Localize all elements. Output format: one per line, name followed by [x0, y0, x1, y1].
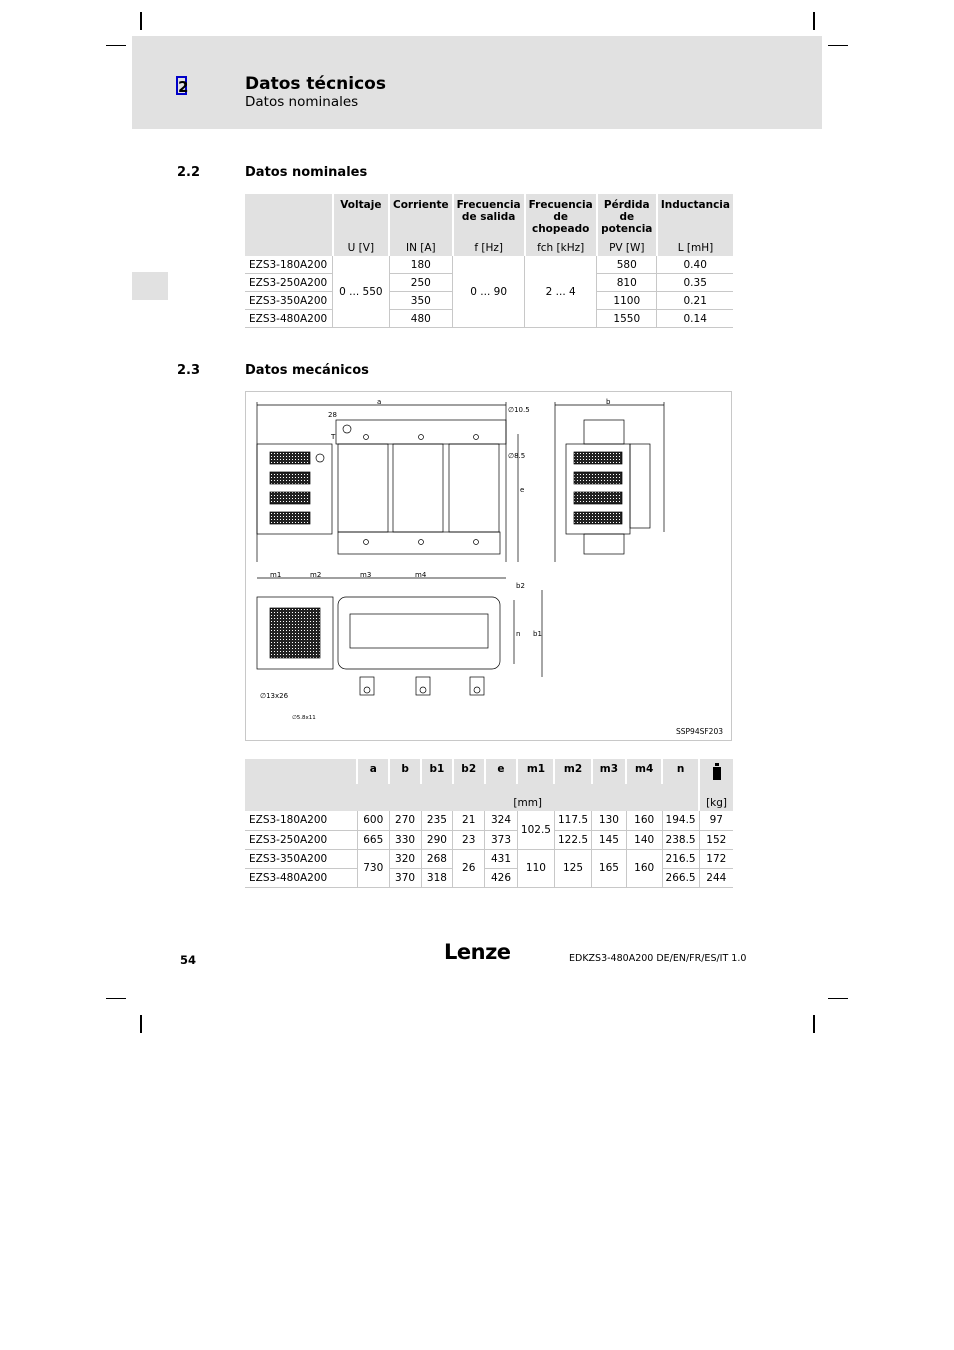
header-band [132, 36, 822, 129]
header-cell: Frecuencia de salida [453, 194, 525, 239]
current-cell: 480 [389, 310, 453, 328]
b-cell: 330 [389, 830, 421, 849]
inductance-cell: 0.40 [657, 256, 733, 274]
header-cell: a [357, 759, 389, 784]
table-row [245, 830, 733, 849]
dim-label: b1 [533, 630, 542, 638]
dim-label: e [520, 486, 525, 494]
page-number: 54 [180, 953, 197, 967]
header-cell: Corriente [389, 194, 453, 239]
kg-cell: 172 [699, 849, 733, 868]
e-cell: 324 [485, 811, 518, 830]
side-tab [132, 272, 168, 300]
n-cell: 238.5 [662, 830, 699, 849]
header-cell: Pérdida de potencia [597, 194, 657, 239]
m3-cell: 165 [592, 849, 627, 887]
m1-cell: 102.5 [517, 811, 554, 849]
kg-cell: 152 [699, 830, 733, 849]
drawing-svg [246, 392, 731, 740]
a-cell: 600 [357, 811, 389, 830]
header-cell: m1 [517, 759, 554, 784]
dim-label: ∅13x26 [260, 692, 289, 700]
header-cell: m3 [592, 759, 627, 784]
loss-cell: 810 [597, 274, 657, 292]
m2-cell: 117.5 [554, 811, 591, 830]
inductance-cell: 0.21 [657, 292, 733, 310]
n-cell: 266.5 [662, 868, 699, 887]
m1-cell: 110 [517, 849, 554, 887]
crop-mark [140, 12, 142, 30]
b1-cell: 318 [421, 868, 453, 887]
section-number: 2.2 [177, 165, 201, 180]
header-cell: Frecuencia de chopeado [525, 194, 597, 239]
b-cell: 320 [389, 849, 421, 868]
m4-cell: 160 [626, 811, 662, 830]
m3-cell: 130 [592, 811, 627, 830]
inductance-cell: 0.14 [657, 310, 733, 328]
frequency-cell: 0 ... 90 [453, 256, 525, 328]
header-cell: b2 [453, 759, 485, 784]
e-cell: 431 [485, 849, 518, 868]
header-cell: m4 [626, 759, 662, 784]
dimension-drawing [245, 391, 732, 741]
b1-cell: 268 [421, 849, 453, 868]
m4-cell: 140 [626, 830, 662, 849]
crop-mark [828, 998, 848, 999]
dim-label: a [377, 398, 382, 406]
unit-cell: U [V] [333, 239, 389, 256]
unit-cell: IN [A] [389, 239, 453, 256]
kg-cell: 244 [699, 868, 733, 887]
document-reference: EDKZS3-480A200 DE/EN/FR/ES/IT 1.0 [569, 953, 747, 964]
current-cell: 350 [389, 292, 453, 310]
header-cell: b [389, 759, 421, 784]
model-cell: EZS3-480A200 [245, 310, 333, 328]
weight-icon [699, 759, 733, 784]
header-cell: e [485, 759, 518, 784]
dim-label: ∅10.5 [508, 406, 530, 414]
unit-cell: f [Hz] [453, 239, 525, 256]
table-row [245, 256, 733, 274]
weight-icon-svg [712, 763, 722, 781]
unit-cell [245, 239, 333, 256]
m3-cell: 145 [592, 830, 627, 849]
chapter-title: Datos técnicos [245, 74, 386, 94]
figure-id: SSP94SF203 [676, 727, 723, 736]
unit-cell: [kg] [699, 784, 733, 811]
mechanical-data-table [245, 759, 733, 888]
front-view [257, 402, 518, 562]
dim-label: n [516, 630, 521, 638]
lenze-logo: Lenze [444, 940, 511, 964]
b2-cell: 26 [453, 849, 485, 887]
voltage-cell: 0 ... 550 [333, 256, 389, 328]
table-row [245, 811, 733, 830]
model-cell: EZS3-180A200 [245, 256, 333, 274]
top-view [257, 578, 542, 695]
section-number: 2.3 [177, 363, 201, 378]
model-cell: EZS3-350A200 [245, 292, 333, 310]
e-cell: 373 [485, 830, 518, 849]
dim-label: ∅5.8x11 [292, 715, 316, 721]
chopping-cell: 2 ... 4 [525, 256, 597, 328]
dim-label: m4 [415, 571, 427, 579]
dim-label: m2 [310, 571, 322, 579]
current-cell: 250 [389, 274, 453, 292]
model-cell: EZS3-350A200 [245, 849, 357, 868]
crop-mark [140, 1015, 142, 1033]
inductance-cell: 0.35 [657, 274, 733, 292]
e-cell: 426 [485, 868, 518, 887]
header-cell: b1 [421, 759, 453, 784]
crop-mark [813, 1015, 815, 1033]
unit-cell: fch [kHz] [525, 239, 597, 256]
current-cell: 180 [389, 256, 453, 274]
dim-label: ∅8.5 [508, 452, 526, 460]
model-cell: EZS3-250A200 [245, 830, 357, 849]
crop-mark [813, 12, 815, 30]
dim-label: m1 [270, 571, 282, 579]
nominal-data-table [245, 194, 733, 328]
chapter-subtitle: Datos nominales [245, 94, 359, 110]
dim-label: T [331, 433, 336, 441]
a-cell: 730 [357, 849, 389, 887]
side-view [555, 402, 664, 562]
b1-cell: 235 [421, 811, 453, 830]
b2-cell: 21 [453, 811, 485, 830]
model-cell: EZS3-180A200 [245, 811, 357, 830]
n-cell: 194.5 [662, 811, 699, 830]
loss-cell: 1550 [597, 310, 657, 328]
section-title: Datos nominales [245, 165, 368, 180]
m2-cell: 125 [554, 849, 591, 887]
b2-cell: 23 [453, 830, 485, 849]
table-row [245, 849, 733, 868]
dim-label: 28 [328, 411, 337, 419]
header-cell: Inductancia [657, 194, 733, 239]
model-cell: EZS3-480A200 [245, 868, 357, 887]
b1-cell: 290 [421, 830, 453, 849]
m4-cell: 160 [626, 849, 662, 887]
header-cell: n [662, 759, 699, 784]
crop-mark [828, 45, 848, 46]
crop-mark [106, 998, 126, 999]
header-cell: m2 [554, 759, 591, 784]
chapter-number[interactable]: 2 [178, 78, 189, 96]
header-cell [245, 194, 333, 239]
a-cell: 665 [357, 830, 389, 849]
n-cell: 216.5 [662, 849, 699, 868]
unit-cell: PV [W] [597, 239, 657, 256]
b-cell: 270 [389, 811, 421, 830]
crop-mark [106, 45, 126, 46]
header-cell [245, 759, 357, 811]
b-cell: 370 [389, 868, 421, 887]
unit-cell: L [mH] [657, 239, 733, 256]
header-cell: Voltaje [333, 194, 389, 239]
dim-label: b2 [516, 582, 525, 590]
model-cell: EZS3-250A200 [245, 274, 333, 292]
dim-label: m3 [360, 571, 372, 579]
m2-cell: 122.5 [554, 830, 591, 849]
dim-label: b [606, 398, 611, 406]
unit-cell: [mm] [357, 784, 699, 811]
loss-cell: 1100 [597, 292, 657, 310]
section-title: Datos mecánicos [245, 363, 369, 378]
loss-cell: 580 [597, 256, 657, 274]
kg-cell: 97 [699, 811, 733, 830]
